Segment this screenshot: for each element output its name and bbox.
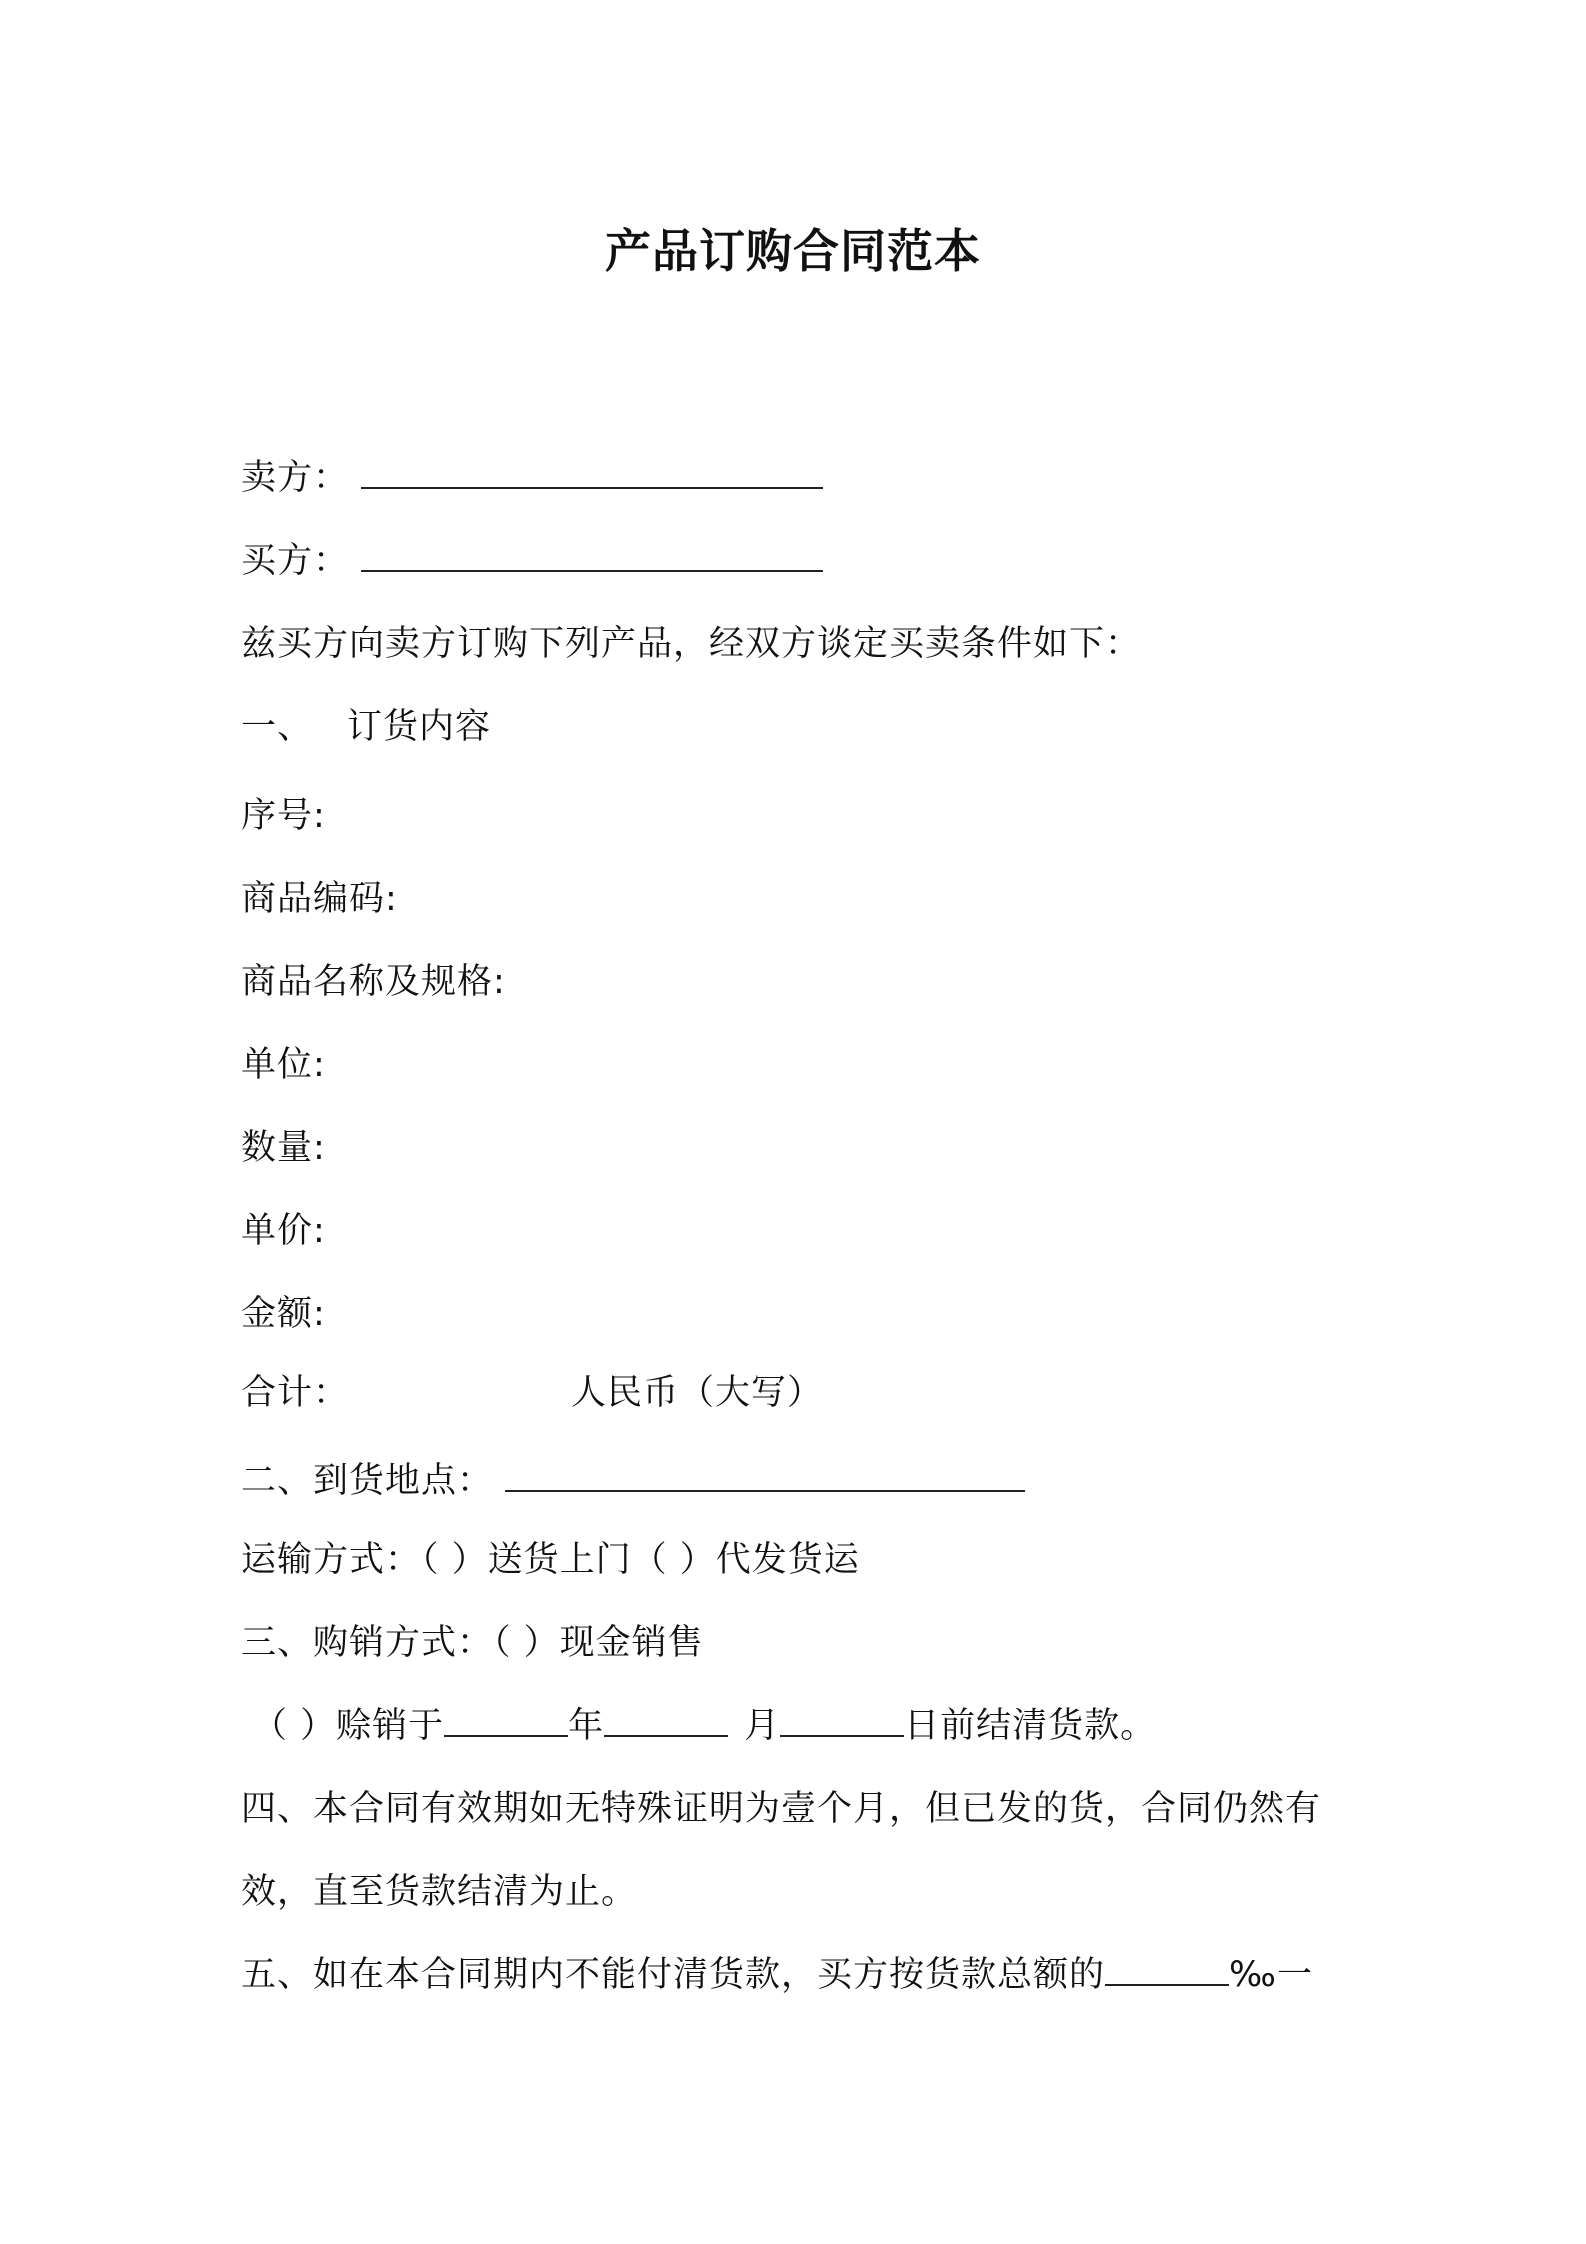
document-title: 产品订购合同范本 bbox=[605, 224, 981, 278]
buyer-label: 买方： bbox=[241, 541, 350, 581]
section-2-label: 二、到货地点： bbox=[241, 1461, 494, 1501]
buyer-blank[interactable] bbox=[361, 538, 823, 572]
section-5-line bbox=[241, 1952, 1313, 1998]
buyer-line bbox=[241, 538, 823, 584]
section-4-line-1: 四、本合同有效期如无特殊证明为壹个月，但已发的货，合同仍然有 bbox=[241, 1789, 1322, 1829]
field-unit-price: 单价: bbox=[241, 1211, 326, 1251]
section-5-suffix: ‰一 bbox=[1229, 1955, 1313, 1995]
total-label: 合计： bbox=[241, 1373, 350, 1413]
credit-month-label: 月 bbox=[744, 1706, 781, 1746]
seller-blank[interactable] bbox=[361, 455, 823, 489]
penalty-rate-blank[interactable] bbox=[1105, 1952, 1229, 1986]
section-1-number: 一、 bbox=[241, 707, 314, 747]
credit-sale-line bbox=[252, 1703, 1156, 1749]
section-4-line-2: 效，直至货款结清为止。 bbox=[241, 1872, 638, 1912]
credit-year-label: 年 bbox=[568, 1706, 605, 1746]
field-serial: 序号: bbox=[241, 796, 326, 836]
credit-prefix: （ ）赊销于 bbox=[252, 1706, 445, 1746]
field-product-name: 商品名称及规格: bbox=[241, 962, 506, 1002]
credit-suffix: 日前结清货款。 bbox=[904, 1706, 1157, 1746]
credit-day-blank[interactable] bbox=[780, 1703, 904, 1737]
seller-line bbox=[241, 455, 823, 501]
seller-label: 卖方： bbox=[241, 458, 350, 498]
field-quantity: 数量: bbox=[241, 1128, 326, 1168]
credit-month-blank[interactable] bbox=[604, 1703, 728, 1737]
section-1-title: 订货内容 bbox=[347, 707, 492, 747]
field-product-code: 商品编码: bbox=[241, 879, 398, 919]
section-5-text: 五、如在本合同期内不能付清货款，买方按货款总额的 bbox=[241, 1955, 1106, 1995]
intro-text: 兹买方向卖方订购下列产品，经双方谈定买卖条件如下： bbox=[241, 624, 1142, 664]
field-unit: 单位: bbox=[241, 1045, 326, 1085]
total-rmb-label: 人民币（大写） bbox=[571, 1373, 824, 1413]
delivery-location-blank[interactable] bbox=[505, 1458, 1025, 1492]
transport-method: 运输方式：（ ）送货上门（ ）代发货运 bbox=[241, 1540, 860, 1580]
credit-year-blank[interactable] bbox=[444, 1703, 568, 1737]
section-2-line bbox=[241, 1458, 1025, 1504]
section-3-purchase-method: 三、购销方式：（ ）现金销售 bbox=[241, 1623, 704, 1663]
section-1-heading bbox=[241, 704, 491, 750]
total-line bbox=[241, 1370, 823, 1416]
field-amount: 金额: bbox=[241, 1294, 326, 1334]
